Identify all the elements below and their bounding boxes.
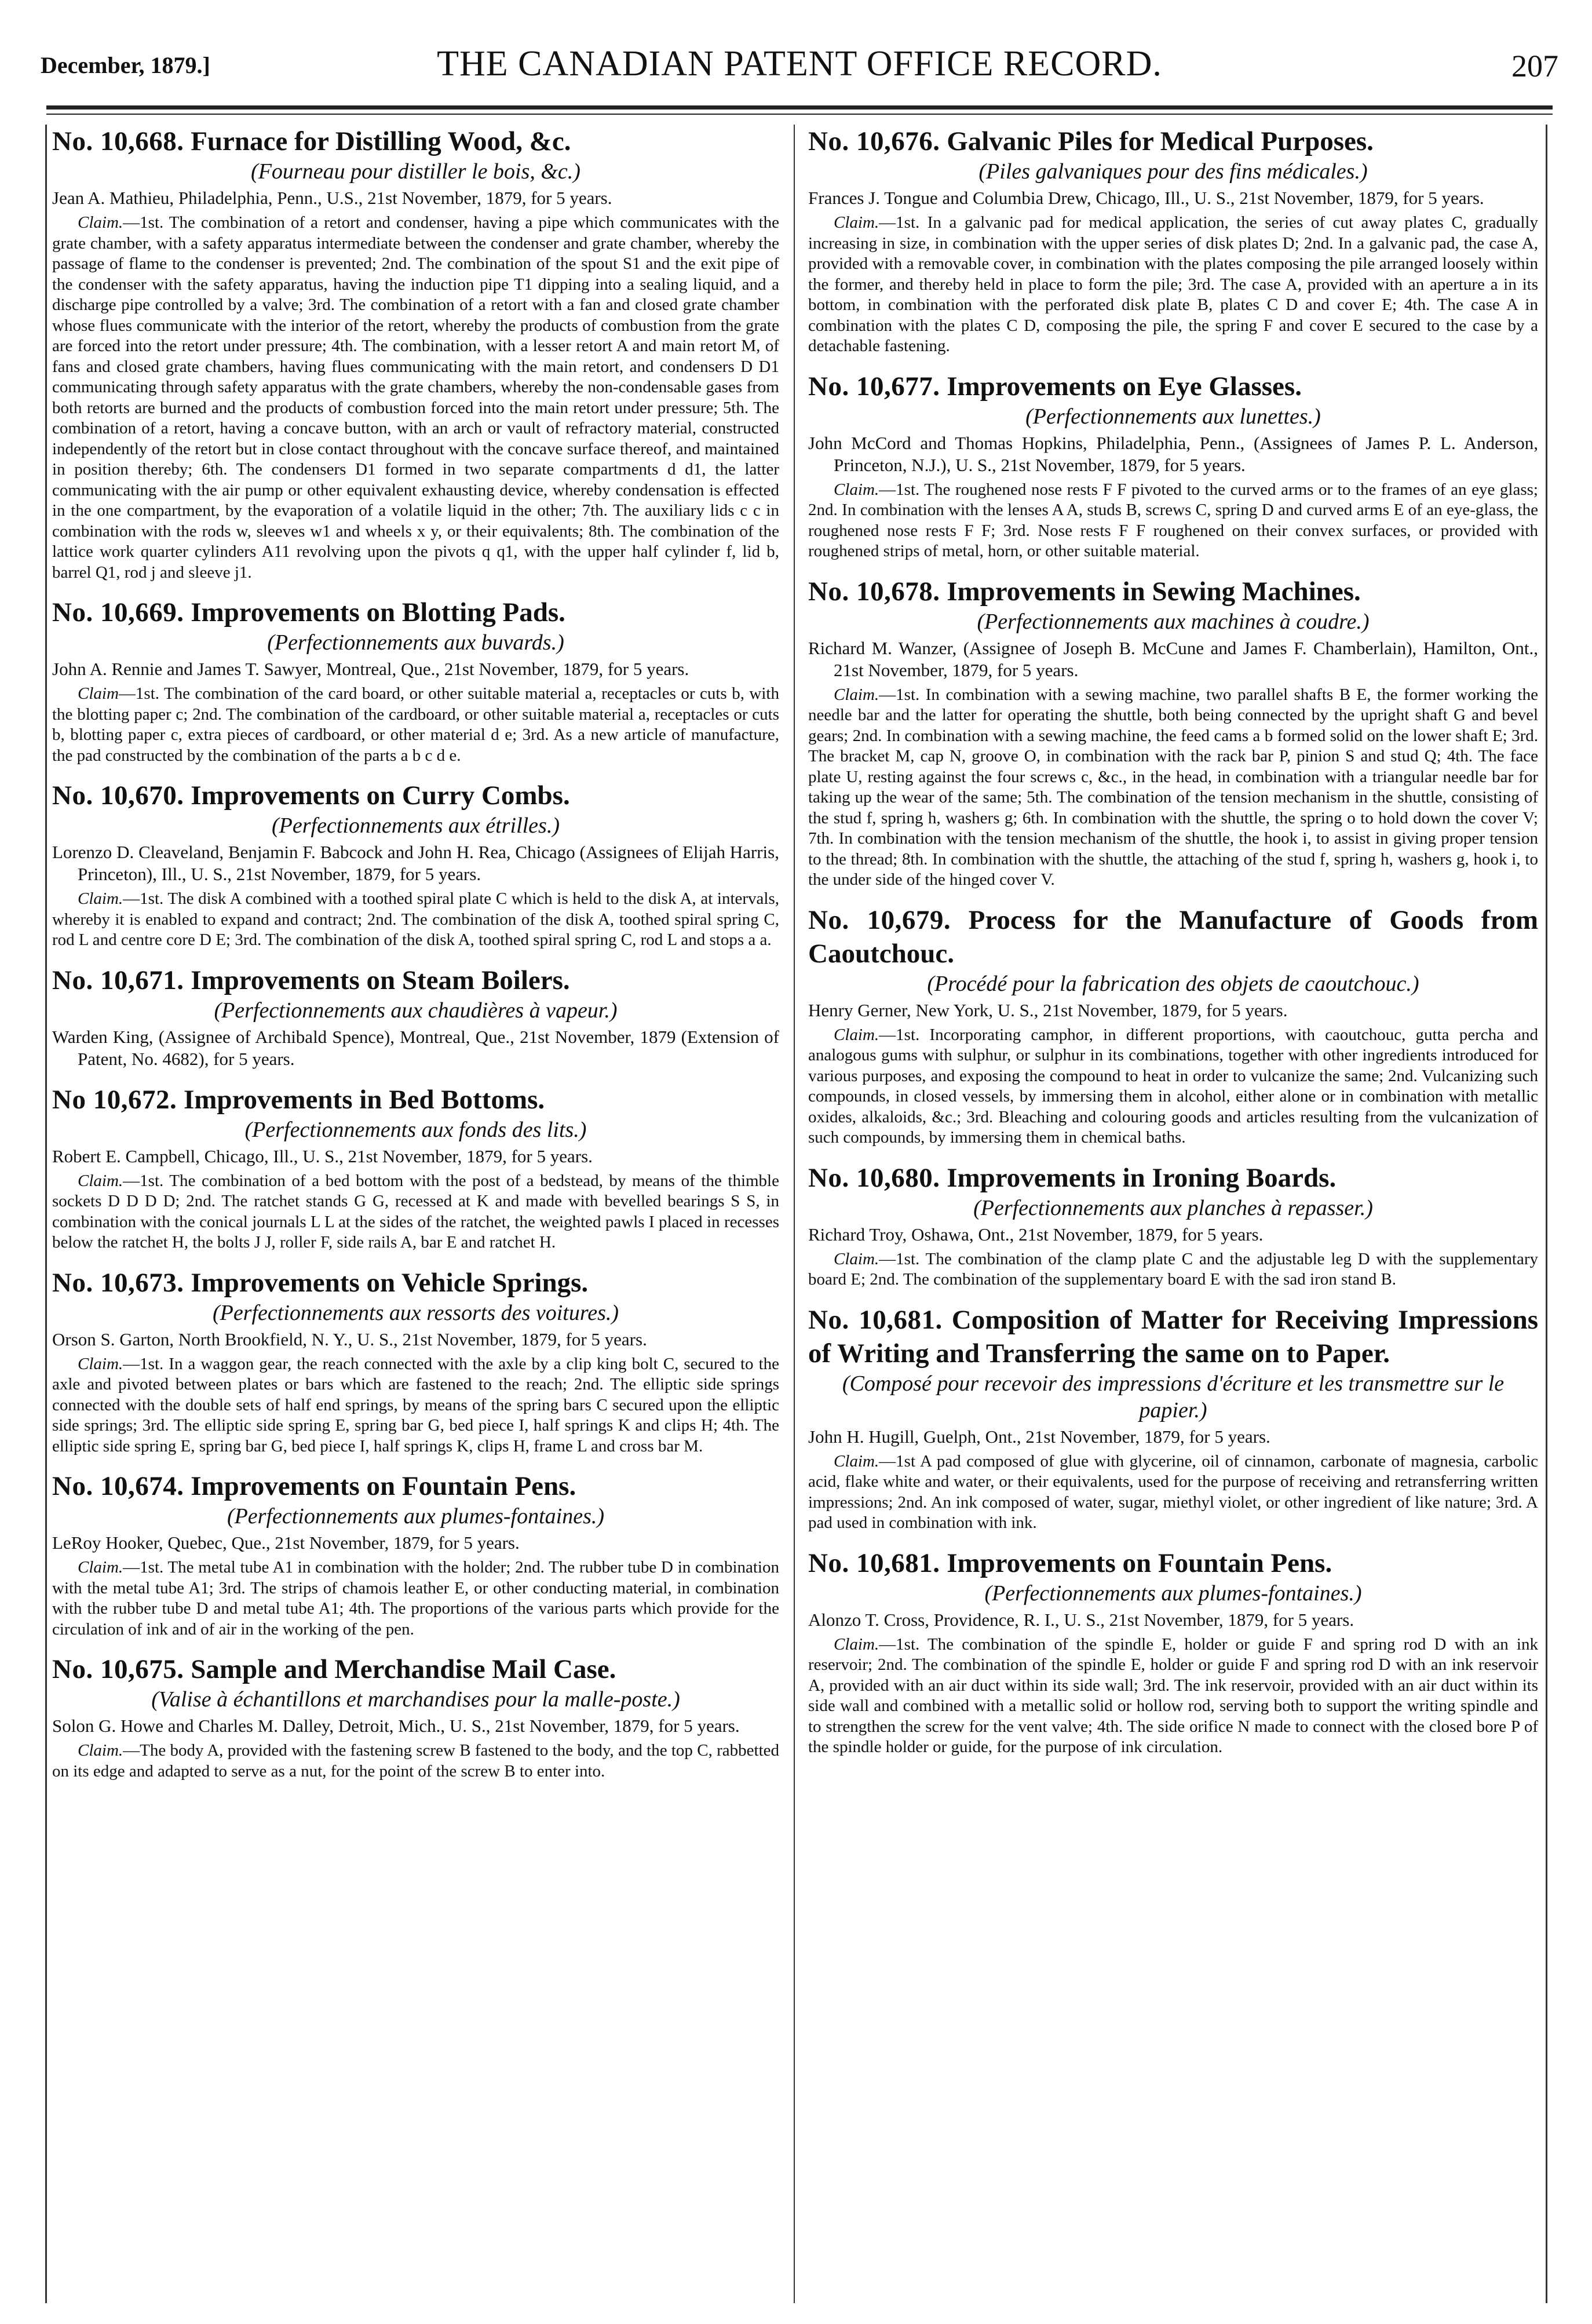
patent-entry (808, 1303, 1538, 1534)
patent-title: Improvements on Vehicle Springs. (191, 1267, 589, 1298)
french-title: (Piles galvaniques pour des fins médicales.) (978, 159, 1368, 184)
claim-body: —1st. The combination of the card board, or other suitable material a, receptacles or cuts b, with the blotting paper c; 2nd. The combination of the cardboard, or other suitable material a, receptacles or cuts b, blotting paper c, extra pieces of cardboard, or other material d e; 3rd. As a new article of manufacture, the pad constructed by the combination of the parts a b c d e. (52, 684, 779, 765)
publication-title: THE CANADIAN PATENT OFFICE RECORD. (437, 44, 1162, 83)
french-title: (Perfectionnements aux planches à repasser.) (973, 1195, 1373, 1220)
patent-entry (52, 779, 779, 951)
french-title: (Perfectionnements aux fonds des lits.) (244, 1117, 587, 1142)
patent-title: Improvements on Steam Boilers. (191, 965, 570, 995)
patent-title: Improvements in Bed Bottoms. (183, 1084, 545, 1115)
right-column (808, 125, 1538, 2303)
patent-entry (52, 125, 779, 583)
french-title: (Procédé pour la fabrication des objets de caoutchouc.) (927, 971, 1419, 996)
french-title: (Perfectionnements aux chaudières à vapeur.) (214, 998, 618, 1023)
claim-text (808, 1249, 1538, 1290)
inventor-line: Lorenzo D. Cleaveland, Benjamin F. Babcock and John H. Rea, Chicago (Assignees of Elijah Harris, Princeton), Ill., U. S., 21st November, 1879, for 5 years. (52, 842, 779, 884)
patent-number: No. 10,669. (52, 597, 184, 627)
french-title: (Valise à échantillons et marchandises pour la malle-poste.) (151, 1687, 680, 1712)
french-title: (Perfectionnements aux plumes-fontaines.) (227, 1504, 605, 1528)
claim-body: —1st. The combination of a retort and condenser, having a pipe which communicates with the grate chamber, with a safety apparatus intermediate between the condenser and grate chamber, whereby the passage of flame to the condenser is prevented; 2nd. The combination of the spout S1 and the exit pipe of the condenser with the safety apparatus, having the induction pipe T1 dipping into a sealing liquid, and a discharge pipe controlled by a valve; 3rd. The combination of a retort with a fan and closed grate chamber whose flues communicate with the interior of the retort, whereby the products of combustion from the grate are forced into the retort under pressure; 4th. The combination, with a lesser retort A and main retort M, of fans and closed grate chambers, having flues communicating with the main retort, and condensers D D1 communicating through safety apparatus with the grate chambers, whereby the non-condensable gases from both retorts are burned and the products of combustion forced into the main retort under pressure; 5th. The combination of a retort, having a concave button, with an arch or vault of refractory material, constructed independently of the retort but in close contact throughout with the concave surface thereof, and maintained in position thereby; 6th. The condensers D1 formed in two separate compartments d d1, the latter communicating with the air pump or other equivalent exhausting device, whereby condensation is effected in the one compartment, by the evaporation of a volatile liquid in the other; 7th. The auxiliary lids c c in combination with the rods w, sleeves w1 and wheels x y, or their equivalents; 8th. The combination of the lattice work quarter cylinders A11 revolving upon the pivots q q1, with the upper half cylinder f, lid b, barrel Q1, rod j and sleeve j1. (52, 213, 779, 582)
claim-text (52, 1557, 779, 1640)
claim-body: —1st. The combination of the clamp plate C and the adjustable leg D with the supplementary board E; 2nd. The combination of the supplementary board E with the sad iron stand B. (808, 1249, 1538, 1289)
claim-label: Claim. (78, 1558, 123, 1577)
claim-label: Claim. (78, 213, 123, 232)
patent-number: No. 10,681. (808, 1548, 940, 1578)
patent-title: Process for the Manufacture of Goods from Caoutchouc. (808, 904, 1538, 969)
inventor-line: Richard Troy, Oshawa, Ont., 21st November, 1879, for 5 years. (808, 1224, 1264, 1245)
page-number: 207 (1511, 49, 1558, 83)
french-title: (Perfectionnements aux plumes-fontaines.) (984, 1581, 1362, 1606)
inventor-line: Solon G. Howe and Charles M. Dalley, Detroit, Mich., U. S., 21st November, 1879, for 5 years. (52, 1716, 740, 1736)
patent-entry (52, 1266, 779, 1457)
claim-body: —1st. The disk A combined with a toothed spiral plate C which is held to the disk A, at intervals, whereby it is enabled to expand and contract; 2nd. The combination of the disk A, toothed spiral spring C, rod L and centre core D E; 3rd. The combination of the disk A, toothed spiral spring C, rod L and stops a a. (52, 889, 779, 949)
entry-heading (52, 1266, 779, 1300)
patent-number: No. 10,679. (808, 904, 951, 935)
running-head (41, 32, 1558, 96)
patent-entry (52, 964, 779, 1070)
inventor-line: Jean A. Mathieu, Philadelphia, Penn., U.S., 21st November, 1879, for 5 years. (52, 188, 612, 208)
claim-body: —1st. In a galvanic pad for medical application, the series of cut away plates C, gradually increasing in size, in combination with the upper series of disk plates D; 2nd. In a galvanic pad, the case A, provided with a removable cover, in combination with the plates composing the pile arranged loosely within the former, and thereby held in place to form the pile; 3rd. The case A, provided with an aperture a in its bottom, in combination with the perforated disk plate B, plates C D and cover E; 4th. The case A in combination with the plates C D, composing the pile, the spring F and cover E secured to the case by a detachable fastening. (808, 213, 1538, 355)
column-divider (794, 125, 795, 2303)
patent-number: No. 10,673. (52, 1267, 184, 1298)
claim-body: —1st. Incorporating camphor, in different proportions, with caoutchouc, gutta percha and analogous gums with sulphur, or sulphur in its combinations, together with other ingredients introduced for various purposes, and exposing the compound to heat in order to vulcanize the same; 2nd. Vulcanizing such compounds, in closed vessels, by immersing them in alcohol, either alone or in combination with metallic oxides, alkaloids, &c.; 3rd. Bleaching and colouring goods and articles resulting from the vulcanization of such compounds, by immersing them in chemical baths. (808, 1025, 1538, 1147)
entry-heading (808, 1161, 1538, 1195)
patent-title: Improvements on Fountain Pens. (947, 1548, 1332, 1578)
right-border-rule (1546, 125, 1547, 2303)
left-border-rule (45, 125, 47, 2303)
patent-title: Composition of Matter for Receiving Impressions of Writing and Transferring the same on to Paper. (808, 1304, 1538, 1369)
claim-label: Claim. (834, 1451, 879, 1471)
inventor-line: Orson S. Garton, North Brookfield, N. Y., U. S., 21st November, 1879, for 5 years. (52, 1329, 647, 1349)
claim-text (808, 1635, 1538, 1758)
header-rule (46, 105, 1553, 110)
patent-number: No. 10,671. (52, 965, 184, 995)
patent-number: No. 10,680. (808, 1162, 940, 1193)
claim-text (52, 1741, 779, 1782)
entry-heading (808, 1303, 1538, 1370)
entry-heading (808, 125, 1538, 158)
inventor-line: John H. Hugill, Guelph, Ont., 21st November, 1879, for 5 years. (808, 1426, 1270, 1447)
inventor-line: Frances J. Tongue and Columbia Drew, Chicago, Ill., U. S., 21st November, 1879, for 5 years. (808, 188, 1484, 208)
claim-label: Claim. (78, 1741, 123, 1760)
entry-heading (52, 964, 779, 997)
claim-text (52, 213, 779, 583)
french-title: (Perfectionnements aux ressorts des voitures.) (212, 1300, 619, 1325)
claim-body: —1st. The combination of a bed bottom with the post of a bedstead, by means of the thimble sockets D D D D; 2nd. The ratchet stands G G, recessed at K and made with bevelled bearings S S, in combination with the conical journals L L at the sides of the ratchet, the weighted pawls I placed in recesses below the ratchet H, the bolts J J, roller F, side rails A, bar E and ratchet H. (52, 1171, 779, 1252)
patent-number: No. 10,676. (808, 126, 940, 156)
claim-text (52, 889, 779, 951)
patent-entry (808, 1161, 1538, 1290)
claim-label: Claim. (834, 685, 879, 704)
entry-heading (808, 370, 1538, 403)
patent-number: No. 10,674. (52, 1471, 184, 1501)
patent-title: Improvements in Ironing Boards. (947, 1162, 1337, 1193)
french-title: (Perfectionnements aux lunettes.) (1025, 404, 1321, 429)
patent-number: No 10,672. (52, 1084, 177, 1115)
patent-entry (52, 1083, 779, 1253)
inventor-line: Alonzo T. Cross, Providence, R. I., U. S., 21st November, 1879, for 5 years. (808, 1609, 1354, 1630)
claim-text (808, 213, 1538, 357)
claim-label: Claim. (834, 480, 879, 499)
entry-heading (808, 903, 1538, 971)
issue-date: December, 1879.] (41, 52, 210, 78)
patent-number: No. 10,675. (52, 1654, 184, 1684)
claim-text (808, 1451, 1538, 1534)
patent-entry (52, 596, 779, 766)
claim-label: Claim. (834, 1249, 879, 1268)
french-title: (Perfectionnements aux buvards.) (267, 630, 564, 655)
patent-number: No. 10,670. (52, 780, 184, 811)
claim-label: Claim. (834, 213, 879, 232)
patent-title: Improvements on Blotting Pads. (191, 597, 565, 627)
patent-title: Galvanic Piles for Medical Purposes. (947, 126, 1374, 156)
claim-label: Claim. (78, 889, 123, 908)
patent-title: Improvements in Sewing Machines. (947, 576, 1361, 607)
french-title: (Fourneau pour distiller le bois, &c.) (251, 159, 580, 184)
patent-title: Sample and Merchandise Mail Case. (191, 1654, 616, 1684)
claim-text (808, 685, 1538, 891)
inventor-line: Robert E. Campbell, Chicago, Ill., U. S., 21st November, 1879, for 5 years. (52, 1145, 593, 1166)
header-rule-thin (46, 114, 1553, 115)
entry-heading (52, 1083, 779, 1117)
inventor-line: LeRoy Hooker, Quebec, Que., 21st November, 1879, for 5 years. (52, 1533, 520, 1553)
inventor-line: John McCord and Thomas Hopkins, Philadelphia, Penn., (Assignees of James P. L. Anderson, Princeton, N.J.), U. S., 21st November, 1879, for 5 years. (808, 432, 1538, 475)
patent-entry (808, 575, 1538, 891)
claim-label: Claim. (78, 1354, 123, 1373)
claim-body: —1st. The metal tube A1 in combination with the holder; 2nd. The rubber tube D in combination with the metal tube A1; 3rd. The strips of chamois leather E, or other conducting material, in combination with the rubber tube D and metal tube A1; 4th. The proportions of the various parts which provide for the circulation of ink and of air in the working of the pen. (52, 1558, 779, 1639)
claim-label: Claim. (834, 1635, 879, 1654)
entry-heading (52, 596, 779, 629)
claim-body: —1st. In combination with a sewing machine, two parallel shafts B E, the former working the needle bar and the latter for operating the shuttle, both being connected by the upright shaft G and bevel gears; 2nd. In combination with a sewing machine, the feed cams a b formed solid on the lower shaft E; 3rd. The bracket M, cap N, groove O, in combination with the rack bar P, pinion S and stud Q; 4th. The face plate U, resting against the four screws c, &c., in the head, in combination with a triangular needle bar for taking up the wear of the same; 5th. The combination of the tension mechanism in the shuttle, consisting of the stud f, spring h, washers g; 6th. In combination with the shuttle, the spring o to hold down the cover V; 7th. In combination with the tension mechanism of the shuttle, the hook i, to assist in giving proper tension to the thread; 8th. In combination with the shuttle, the attaching of the stud f, spring h, washers g, hook i, to the under side of the hinged cover V. (808, 685, 1538, 889)
claim-label: Claim (78, 684, 119, 703)
patent-title: Improvements on Fountain Pens. (191, 1471, 576, 1501)
claim-text (52, 1171, 779, 1253)
claim-body: —1st A pad composed of glue with glycerine, oil of cinnamon, carbonate of magnesia, carbolic acid, flake white and water, or their equivalents, used for the purpose of receiving and retransferring written impressions; 2nd. An ink composed of water, sugar, miethyl violet, or other ingredient of like nature; 3rd. A pad used in combination with ink. (808, 1451, 1538, 1532)
french-title: (Perfectionnements aux machines à coudre.) (977, 609, 1370, 634)
left-column (52, 125, 779, 2303)
claim-body: —1st. The combination of the spindle E, holder or guide F and spring rod D with an ink reservoir; 2nd. The combination of the spindle E, holder or guide F and spring rod D with an ink reservoir A, provided with an air duct within its side wall; 3rd. The ink reservoir, provided with an air duct within its side wall and combined with a metallic solid or hollow rod, serving both to support the writing spindle and to strengthen the screw for the vent valve; 4th. The side orifice N made to connect with the closed bore P of the spindle holder or guide, for the purpose of ink circulation. (808, 1635, 1538, 1756)
claim-text (52, 1354, 779, 1457)
claim-body: —The body A, provided with the fastening screw B fastened to the body, and the top C, rabbetted on its edge and adapted to serve as a nut, for the point of the screw B to enter into. (52, 1741, 779, 1781)
patent-number: No. 10,677. (808, 371, 940, 402)
patent-entry (52, 1469, 779, 1640)
patent-number: No. 10,668. (52, 126, 184, 156)
patent-number: No. 10,681. (808, 1304, 943, 1335)
claim-text (52, 684, 779, 766)
claim-text (808, 1025, 1538, 1148)
patent-entry (52, 1652, 779, 1782)
claim-label: Claim. (78, 1171, 123, 1190)
entry-heading (52, 1469, 779, 1503)
inventor-line: Henry Gerner, New York, U. S., 21st November, 1879, for 5 years. (808, 999, 1288, 1020)
french-title: (Perfectionnements aux étrilles.) (271, 813, 560, 838)
patent-number: No. 10,678. (808, 576, 940, 607)
entry-heading (52, 779, 779, 812)
claim-body: —1st. The roughened nose rests F F pivoted to the curved arms or to the frames of an eye glass; 2nd. In combination with the lenses A A, studs B, screws C, spring D and curved arms E of an eye-glass, the roughened nose rests F F; 3rd. Nose rests F F roughened on their convex surfaces, or provided with roughened strips of metal, horn, or other suitable material. (808, 480, 1538, 560)
entry-heading (52, 125, 779, 158)
french-title: (Composé pour recevoir des impressions d'écriture et les transmettre sur le papier.) (842, 1371, 1505, 1422)
claim-text (808, 480, 1538, 562)
patent-title: Improvements on Eye Glasses. (947, 371, 1302, 402)
patent-entry (808, 903, 1538, 1148)
patent-title: Furnace for Distilling Wood, &c. (191, 126, 571, 156)
entry-heading (808, 575, 1538, 608)
entry-heading (52, 1652, 779, 1686)
inventor-line: John A. Rennie and James T. Sawyer, Montreal, Que., 21st November, 1879, for 5 years. (52, 659, 689, 679)
inventor-line: Richard M. Wanzer, (Assignee of Joseph B. McCune and James F. Chamberlain), Hamilton, Ont., 21st November, 1879, for 5 years. (808, 637, 1538, 680)
inventor-line: Warden King, (Assignee of Archibald Spence), Montreal, Que., 21st November, 1879 (Extension of Patent, No. 4682), for 5 years. (52, 1026, 779, 1069)
patent-title: Improvements on Curry Combs. (191, 780, 570, 811)
patent-entry (808, 1546, 1538, 1758)
patent-entry (808, 125, 1538, 357)
claim-label: Claim. (834, 1025, 879, 1044)
claim-body: —1st. In a waggon gear, the reach connected with the axle by a clip king bolt C, secured to the axle and pivoted between plates or bars which are fastened to the reach; 2nd. The elliptic side springs connected with the double sets of half end springs, by means of the spring bars C secured upon the elliptic side springs; 3rd. The elliptic side spring E, spring bar G, bed piece I, half springs K and clips H; 4th. The elliptic side spring E, spring bar G, bed piece I, half springs K, clips H, frame L and cross bar M. (52, 1354, 779, 1455)
entry-heading (808, 1546, 1538, 1580)
patent-entry (808, 370, 1538, 562)
